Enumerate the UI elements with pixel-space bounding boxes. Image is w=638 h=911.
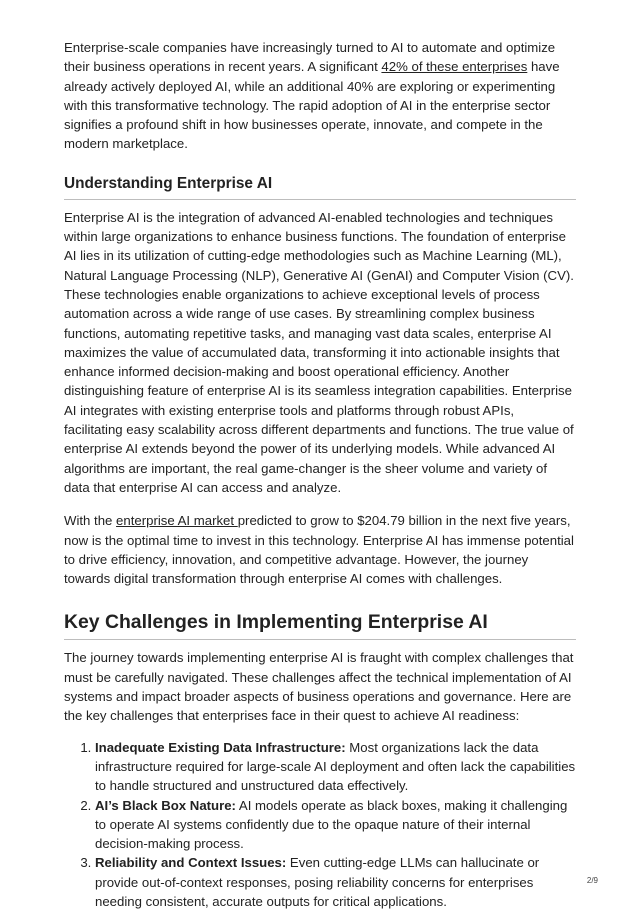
intro-paragraph — [64, 38, 576, 154]
enterprise-ai-market-link[interactable]: enterprise AI market — [116, 513, 238, 529]
enterprise-ai-definition-paragraph: Enterprise AI is the integration of advanced AI-enabled technologies and techniques within large organizations to enhance business functions. The foundation of enterprise AI lies in its utilization of cutting-edge methodologies such as Machine Learning (ML), Natural Language Processing (NLP), Generative AI (GenAI) and Computer Vision (CV). These technologies enable organizations to achieve exceptional levels of process automation across a wide range of use cases. By streamlining complex business functions, automating repetitive tasks, and managing vast data scales, enterprise AI maximizes the value of accumulated data, transforming it into actionable insights that enhance informed decision-making and boost operational efficiency. Another distinguishing feature of enterprise AI is its seamless integration capabilities. Enterprise AI integrates with existing enterprise tools and platforms through robust APIs, facilitating easy scalability across different departments and functions. The true value of enterprise AI extends beyond the power of its underlying models. While advanced AI algorithms are important, the real game-changer is the sheer volume and variety of data that enterprise AI can access and analyze. — [64, 209, 574, 495]
enterprises-stat-link[interactable]: 42% of these enterprises — [381, 59, 528, 75]
document-body — [64, 38, 576, 911]
challenges-intro-paragraph: The journey towards implementing enterprise AI is fraught with complex challenges that must be carefully navigated. These challenges affect the technical implementation of AI systems and impact broader aspects of business operations and governance. Here are the key challenges that enterprises face in their quest to achieve AI readiness: — [64, 650, 574, 724]
market-text-start: With the — [64, 513, 117, 529]
list-item-text: Even cutting-edge LLMs can hallucinate or provide out-of-context responses, posing reliability concerns for enterprises needing consistent, accurate outputs for critical applications. — [95, 855, 540, 909]
list-item-title: Inadequate Existing Data Infrastructure: — [95, 739, 346, 755]
list-item — [95, 853, 576, 911]
list-item-text: AI models operate as black boxes, making it challenging to operate AI systems confidently due to the opaque nature of their internal decision-making process. — [95, 797, 568, 852]
page-number: 2/9 — [586, 876, 598, 885]
list-item-text: Most organizations lack the data infrastructure required for large-scale AI deployment and often lack the capabilities to handle structured and unstructured data effectively. — [95, 739, 576, 794]
list-item — [95, 738, 576, 796]
market-paragraph — [64, 511, 576, 588]
section-heading-challenges: Key Challenges in Implementing Enterprise AI — [64, 610, 576, 640]
list-item-title: AI’s Black Box Nature: — [95, 797, 236, 813]
intro-text-end: have already actively deployed AI, while an additional 40% are exploring or experimenting with this transformative technology. The rapid adoption of AI in the enterprise sector signifies a profound shift in how businesses operate, innovate, and compete in the modern marketplace. — [64, 59, 560, 152]
market-text-end: predicted to grow to $204.79 billion in the next five years, now is the optimal time to invest in this technology. Enterprise AI has immense potential to drive efficiency, innovation, and competitive advantage. However, the journey towards digital transformation through enterprise AI comes with challenges. — [64, 513, 574, 587]
intro-text-start: Enterprise-scale companies have increasingly turned to AI to automate and optimize their business operations in recent years. A significant — [64, 40, 556, 75]
list-item-title: Reliability and Context Issues: — [95, 855, 287, 871]
challenges-list — [64, 738, 576, 911]
list-item — [95, 796, 576, 854]
section-heading-understanding: Understanding Enterprise AI — [64, 174, 576, 200]
